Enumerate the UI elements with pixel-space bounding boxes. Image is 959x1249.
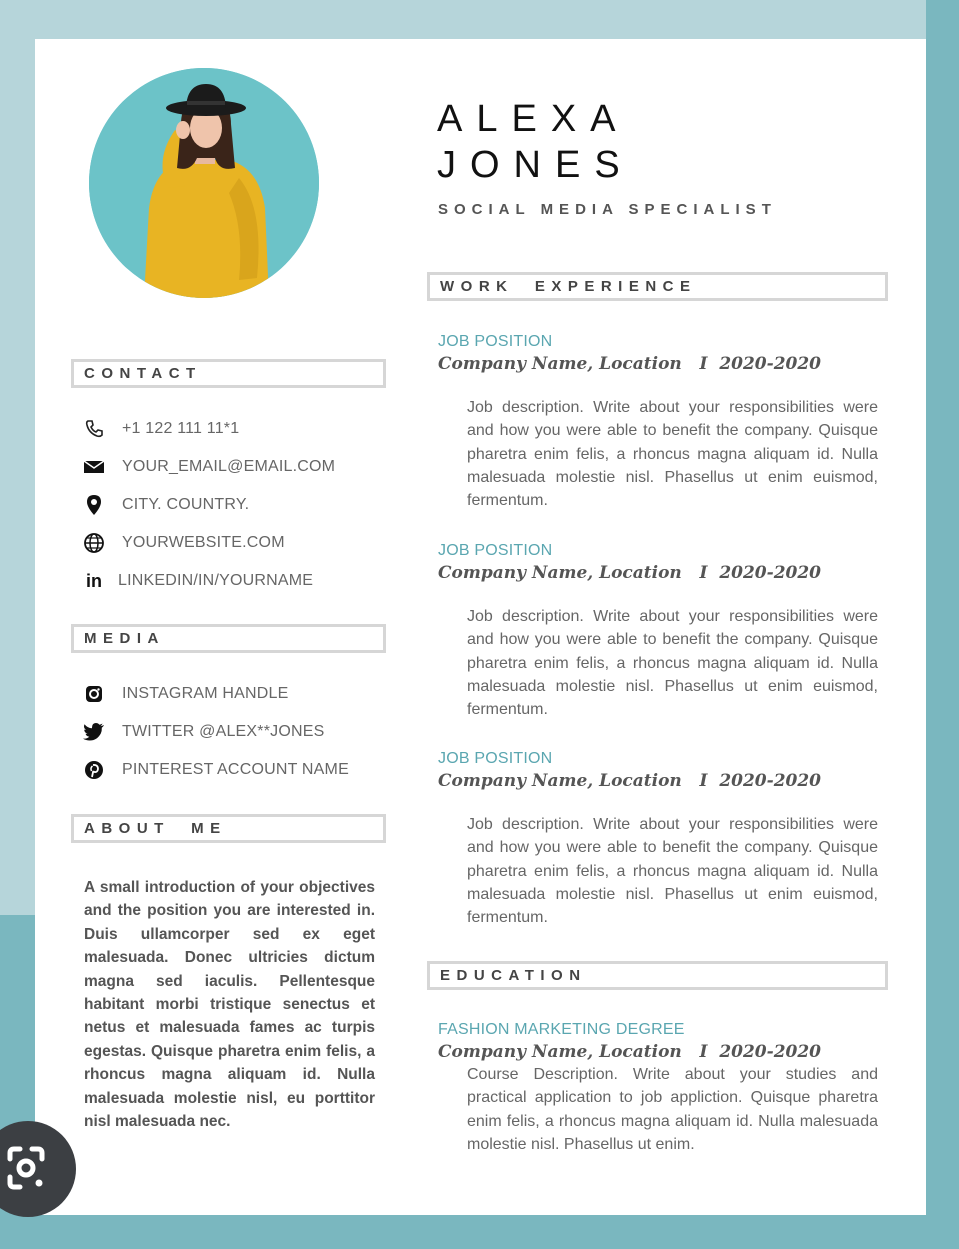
media-instagram [80, 681, 288, 707]
last-name: JONES [437, 144, 634, 186]
job-company: Company Name, Location I 2020-2020 [438, 563, 822, 583]
media-instagram-text: INSTAGRAM HANDLE [122, 685, 289, 702]
full-name [437, 96, 634, 188]
job-position: JOB POSITION [438, 333, 553, 350]
contact-email-text: YOUR_EMAIL@EMAIL.COM [122, 458, 336, 475]
media-pinterest [80, 757, 349, 783]
profile-illustration [89, 68, 319, 298]
background-accent-bottom [0, 1215, 959, 1249]
job-description: Job description. Write about your responsibilities were and how you were able to benefit the company. Quisque pharetra enim felis, a rhoncus magna aliquam id. Nulla malesuada molestie nisl. Phasellus ut enim euismod, fermentum. [467, 608, 878, 719]
contact-phone [80, 416, 239, 442]
job-company: Company Name, Location I 2020-2020 [438, 354, 822, 374]
profile-photo [89, 68, 319, 298]
background-accent-right [926, 0, 959, 1249]
media-heading: MEDIA [71, 624, 386, 653]
contact-phone-text: +1 122 111 11*1 [122, 420, 240, 437]
linkedin-icon: in [86, 570, 102, 591]
about-heading: ABOUT ME [71, 814, 386, 843]
job-description: Job description. Write about your responsibilities were and how you were able to benefit the company. Quisque pharetra enim felis, a rhoncus magna aliquam id. Nulla malesuada molestie nisl. Phasellus ut enim euismod, fermentum. [467, 816, 878, 927]
lens-search-button[interactable] [0, 1121, 76, 1217]
email-icon [80, 456, 108, 478]
contact-location-text: CITY. COUNTRY. [122, 496, 250, 513]
education-company: Company Name, Location I 2020-2020 [438, 1042, 822, 1062]
contact-email [80, 454, 335, 480]
job-description: Job description. Write about your responsibilities were and how you were able to benefit the company. Quisque pharetra enim felis, a rhoncus magna aliquam id. Nulla malesuada molestie nisl. Phasellus ut enim euismod, fermentum. [467, 399, 878, 510]
job-entry-2 [438, 542, 878, 721]
contact-heading: CONTACT [71, 359, 386, 388]
job-entry-3 [438, 750, 878, 929]
contact-linkedin-text: LINKEDIN/IN/YOURNAME [118, 572, 314, 589]
contact-linkedin [80, 568, 313, 594]
twitter-icon [80, 721, 108, 743]
education-entry [438, 1021, 878, 1156]
degree-name: FASHION MARKETING DEGREE [438, 1021, 685, 1038]
about-text: A small introduction of your objectives and the position you are interested in. Duis ullamcorper sed ex eget malesuada. Donec ultricies dictum magna sed iaculis. Pellentesque habitant morbi tristique senectus et netus et malesuada fames ac turpis egestas. Quisque pharetra enim felis, a rhoncus magna aliquam id. Nulla malesuada molestie nisl, eu porttitor nisl malesuada nec. [84, 879, 375, 1131]
job-position: JOB POSITION [438, 542, 553, 559]
job-position: JOB POSITION [438, 750, 553, 767]
media-twitter [80, 719, 325, 745]
contact-location [80, 492, 249, 518]
job-title: SOCIAL MEDIA SPECIALIST [438, 201, 777, 218]
job-entry-1 [438, 333, 878, 512]
contact-website-text: YOURWEBSITE.COM [122, 534, 285, 551]
media-pinterest-text: PINTEREST ACCOUNT NAME [122, 761, 349, 778]
contact-website [80, 530, 285, 556]
pinterest-icon [80, 759, 108, 781]
education-description: Course Description. Write about your studies and practical application to job appliction. Quisque pharetra enim felis, a rhoncus magna aliquam id. Nulla malesuada molestie nisl. Phasellus ut enim. [467, 1066, 878, 1153]
phone-icon [80, 418, 108, 440]
location-pin-icon [80, 494, 108, 516]
globe-icon [80, 532, 108, 554]
first-name: ALEXA [437, 98, 630, 140]
media-twitter-text: TWITTER @ALEX**JONES [122, 723, 325, 740]
work-experience-heading: WORK EXPERIENCE [427, 272, 888, 301]
lens-icon [0, 1121, 76, 1217]
education-heading: EDUCATION [427, 961, 888, 990]
job-company: Company Name, Location I 2020-2020 [438, 771, 822, 791]
instagram-icon [80, 683, 108, 705]
